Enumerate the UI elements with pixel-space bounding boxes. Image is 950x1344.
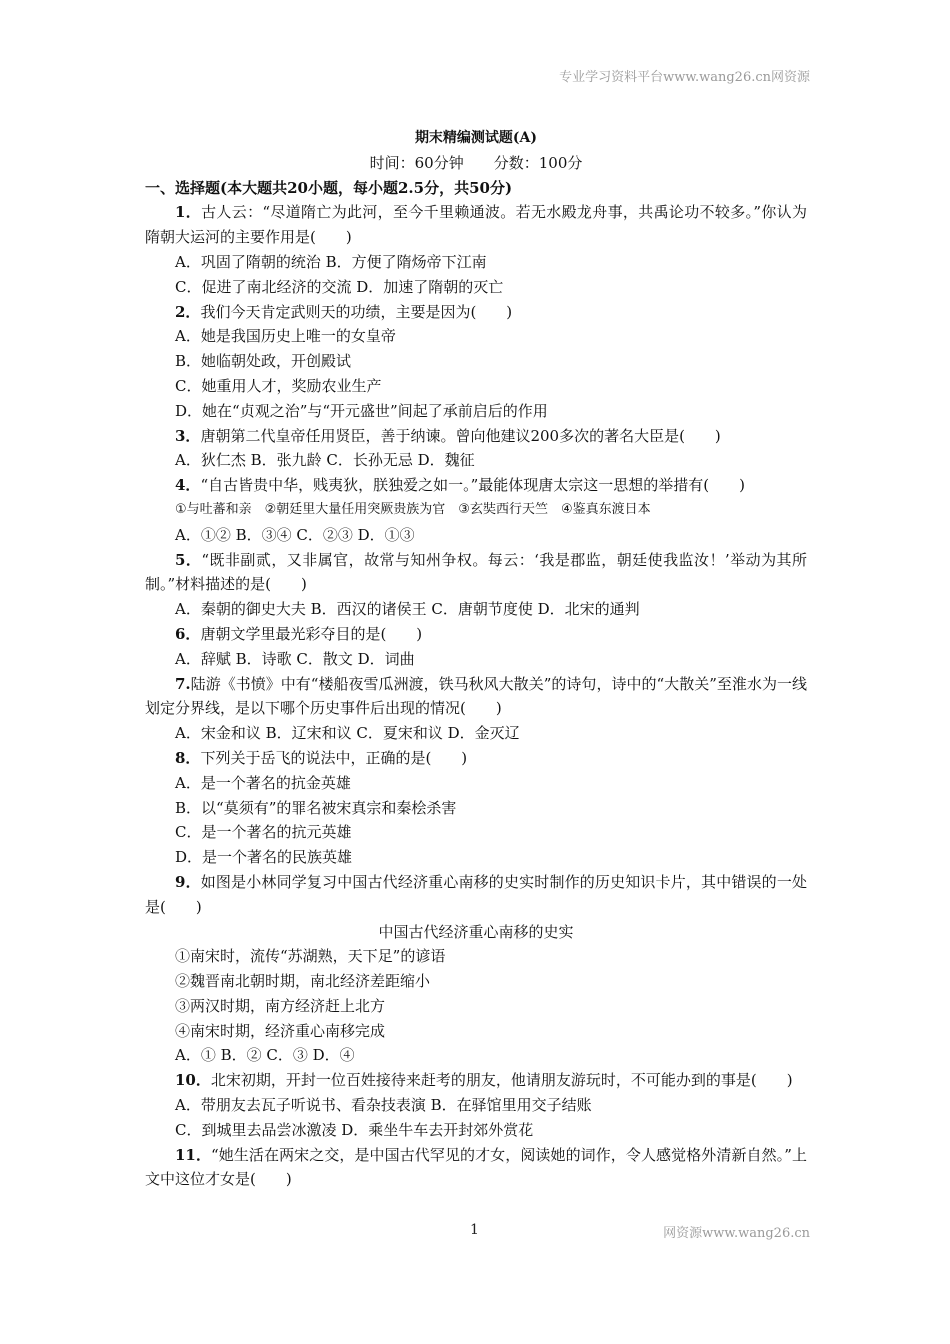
option-line: A．狄仁杰 B．张九龄 C．长孙无忌 D．魏征 [175, 451, 475, 470]
option-line: A．秦朝的御史大夫 B．西汉的诸侯王 C．唐朝节度使 D．北宋的通判 [175, 600, 640, 619]
question-number: 3． [175, 426, 201, 445]
question-stem: 下列关于岳飞的说法中，正确的是( ) [200, 748, 468, 767]
page-number: 1 [470, 1222, 479, 1238]
question-number: 6． [175, 624, 201, 643]
option-line: D．她在“贞观之治”与“开元盛世”间起了承前启后的作用 [175, 401, 548, 420]
exam-info: 时间：60分钟 分数：100分 [369, 153, 583, 172]
question-6 [145, 622, 807, 647]
card-title: 中国古代经济重心南移的史实 [378, 922, 574, 941]
card-item: ③两汉时期，南方经济赶上北方 [175, 996, 386, 1015]
question-number: 8． [175, 748, 201, 767]
option-line: C．是一个著名的抗元英雄 [175, 823, 352, 842]
document-body [145, 126, 807, 1192]
question-stem: 陆游《书愤》中有“楼船夜雪瓜洲渡，铁马秋风大散关”的诗句，诗中的“大散关”至淮水为一线划定分界线，是以下哪个历史事件后出现的情况( ) [145, 674, 807, 718]
question-stem: 唐朝第二代皇帝任用贤臣，善于纳谏。曾向他建议200多次的著名大臣是( ) [200, 426, 721, 445]
question-7 [145, 672, 807, 722]
option-line: C．促进了南北经济的交流 D．加速了隋朝的灭亡 [175, 277, 504, 296]
card-item: ②魏晋南北朝时期，南北经济差距缩小 [175, 972, 431, 991]
question-5 [145, 548, 807, 598]
question-stem: 古人云：“尽道隋亡为此河，至今千里赖通波。若无水殿龙舟事，共禹论功不较多。”你认为隋朝大运河的主要作用是( ) [145, 203, 808, 247]
question-1 [145, 200, 807, 250]
question-number: 4． [175, 476, 201, 495]
question-stem: “自古皆贵中华，贱夷狄，朕独爱之如一。”最能体现唐太宗这一思想的举措有( ) [200, 476, 745, 495]
question-9 [145, 870, 807, 920]
question-stem: “既非副贰，又非属官，故常与知州争权。每云：‘我是郡监，朝廷使我监汝！’举动为其所制。”材料描述的是( ) [145, 550, 807, 594]
question-number: 10． [175, 1071, 211, 1090]
question-10 [145, 1068, 807, 1093]
question-11 [145, 1143, 807, 1193]
question-8 [145, 746, 807, 771]
section-heading: 一、选择题(本大题共20小题，每小题2.5分，共50分) [145, 178, 513, 197]
question-number: 5． [175, 550, 202, 569]
option-line: A．带朋友去瓦子听说书、看杂技表演 B．在驿馆里用交子结账 [175, 1096, 592, 1115]
option-line: C．她重用人才，奖励农业生产 [175, 376, 382, 395]
option-line: A．辞赋 B．诗歌 C．散文 D．词曲 [175, 649, 415, 668]
exam-title: 期末精编测试题(A) [414, 130, 538, 146]
option-line: D．是一个著名的民族英雄 [175, 848, 353, 867]
question-stem: “她生活在两宋之交，是中国古代罕见的才女，阅读她的词作，令人感觉格外清新自然。”上文中这位才女是( ) [145, 1145, 807, 1189]
question-3 [145, 424, 807, 449]
question-2 [145, 300, 807, 325]
option-line: B．她临朝处政，开创殿试 [175, 352, 352, 371]
option-line: B．以“莫须有”的罪名被宋真宗和秦桧杀害 [175, 798, 457, 817]
question-4 [145, 473, 807, 498]
question-items: ①与吐蕃和亲 ②朝廷里大量任用突厥贵族为官 ③玄奘西行天竺 ④鉴真东渡日本 [175, 501, 651, 517]
header-site-text: 专业学习资料平台www.wang26.cn网资源 [559, 70, 810, 85]
question-stem: 北宋初期，开封一位百姓接待来赶考的朋友，他请朋友游玩时，不可能办到的事是( ) [210, 1071, 793, 1090]
footer-site-text: 网资源www.wang26.cn [663, 1226, 810, 1241]
question-number: 2． [175, 302, 201, 321]
question-number: 1． [175, 203, 202, 222]
card-item: ①南宋时，流传“苏湖熟，天下足”的谚语 [175, 947, 446, 966]
question-number: 7. [175, 674, 191, 693]
question-number: 11． [175, 1145, 212, 1164]
option-line: A．① B．② C．③ D．④ [175, 1046, 355, 1065]
question-stem: 如图是小林同学复习中国古代经济重心南移的史实时制作的历史知识卡片，其中错误的一处是( ) [145, 872, 807, 916]
option-line: C．到城里去品尝冰激凌 D．乘坐牛车去开封郊外赏花 [175, 1120, 534, 1139]
question-stem: 我们今天肯定武则天的功绩，主要是因为( ) [200, 302, 513, 321]
option-line: A．巩固了隋朝的统治 B．方便了隋炀帝下江南 [175, 252, 487, 271]
question-number: 9． [175, 872, 201, 891]
option-line: A．是一个著名的抗金英雄 [175, 773, 351, 792]
option-line: A．①② B．③④ C．②③ D．①③ [175, 525, 415, 544]
question-stem: 唐朝文学里最光彩夺目的是( ) [200, 624, 423, 643]
card-item: ④南宋时期，经济重心南移完成 [175, 1021, 386, 1040]
option-line: A．宋金和议 B．辽宋和议 C．夏宋和议 D．金灭辽 [175, 724, 520, 743]
option-line: A．她是我国历史上唯一的女皇帝 [175, 327, 396, 346]
